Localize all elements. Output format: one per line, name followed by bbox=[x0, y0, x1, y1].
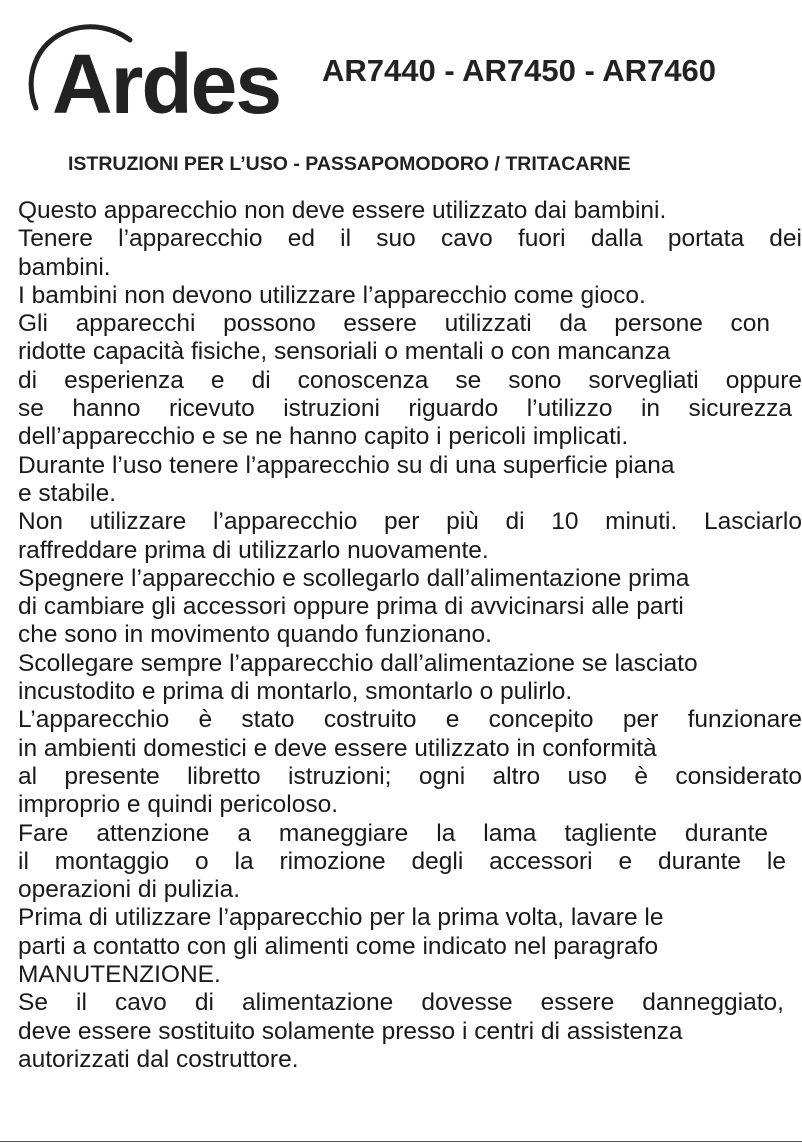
text-line: al presente libretto istruzioni; ogni altro uso è considerato bbox=[18, 762, 802, 790]
text-line: Fare attenzione a maneggiare la lama tagliente durante bbox=[18, 819, 768, 847]
text-line: raffreddare prima di utilizzarlo nuovamente. bbox=[18, 536, 489, 564]
text-line: se hanno ricevuto istruzioni riguardo l’utilizzo in sicurezza bbox=[18, 395, 792, 423]
text-line: Spegnere l’apparecchio e scollegarlo dall’alimentazione prima bbox=[18, 564, 690, 592]
text-line: Gli apparecchi possono essere utilizzati da persone con bbox=[18, 310, 770, 338]
text-line: bambini. bbox=[18, 253, 111, 281]
text-line: Non utilizzare l’apparecchio per più di 10 minuti. Lasciarlo bbox=[18, 508, 802, 536]
safety-instructions-text bbox=[18, 197, 802, 1074]
text-line: che sono in movimento quando funzionano. bbox=[18, 621, 492, 649]
text-line: Scollegare sempre l’apparecchio dall’alimentazione se lasciato bbox=[18, 649, 698, 677]
text-line: parti a contatto con gli alimenti come indicato nel paragrafo bbox=[18, 932, 659, 960]
text-line: ridotte capacità fisiche, sensoriali o mentali o con mancanza bbox=[18, 338, 671, 366]
text-line: MANUTENZIONE. bbox=[18, 961, 221, 989]
text-line: di cambiare gli accessori oppure prima di avvicinarsi alle parti bbox=[18, 593, 684, 621]
text-line: improprio e quindi pericoloso. bbox=[18, 791, 339, 819]
model-numbers-title: AR7440 - AR7450 - AR7460 bbox=[322, 53, 717, 88]
text-line: dell’apparecchio e se ne hanno capito i pericoli implicati. bbox=[18, 423, 629, 451]
text-line: incustodito e prima di montarlo, smontarlo o pulirlo. bbox=[18, 678, 573, 706]
text-line: deve essere sostituito solamente presso i centri di assistenza bbox=[18, 1017, 683, 1045]
text-line: autorizzati dal costruttore. bbox=[18, 1045, 299, 1073]
text-line: Questo apparecchio non deve essere utilizzato dai bambini. bbox=[18, 197, 667, 224]
text-line: Prima di utilizzare l’apparecchio per la prima volta, lavare le bbox=[18, 904, 664, 932]
text-line: L’apparecchio è stato costruito e concepito per funzionare bbox=[18, 706, 802, 734]
text-line: Durante l’uso tenere l’apparecchio su di una superficie piana bbox=[18, 451, 675, 479]
text-line: Se il cavo di alimentazione dovesse essere danneggiato, bbox=[18, 989, 784, 1017]
brand-logo bbox=[22, 20, 281, 131]
document-subtitle: ISTRUZIONI PER L’USO - PASSAPOMODORO / TRITACARNE bbox=[68, 153, 631, 175]
text-line: I bambini non devono utilizzare l’apparecchio come gioco. bbox=[18, 281, 646, 309]
logo-wordmark: Ardes bbox=[52, 37, 281, 131]
bottom-divider bbox=[0, 1141, 802, 1142]
text-line: e stabile. bbox=[18, 479, 117, 507]
text-line: di esperienza e di conoscenza se sono sorvegliati oppure bbox=[18, 366, 802, 394]
text-line: in ambienti domestici e deve essere utilizzato in conformità bbox=[18, 734, 657, 762]
text-line: operazioni di pulizia. bbox=[18, 876, 240, 904]
text-line: il montaggio o la rimozione degli accessori e durante le bbox=[18, 847, 786, 875]
text-line: Tenere l’apparecchio ed il suo cavo fuori dalla portata dei bbox=[18, 225, 802, 253]
